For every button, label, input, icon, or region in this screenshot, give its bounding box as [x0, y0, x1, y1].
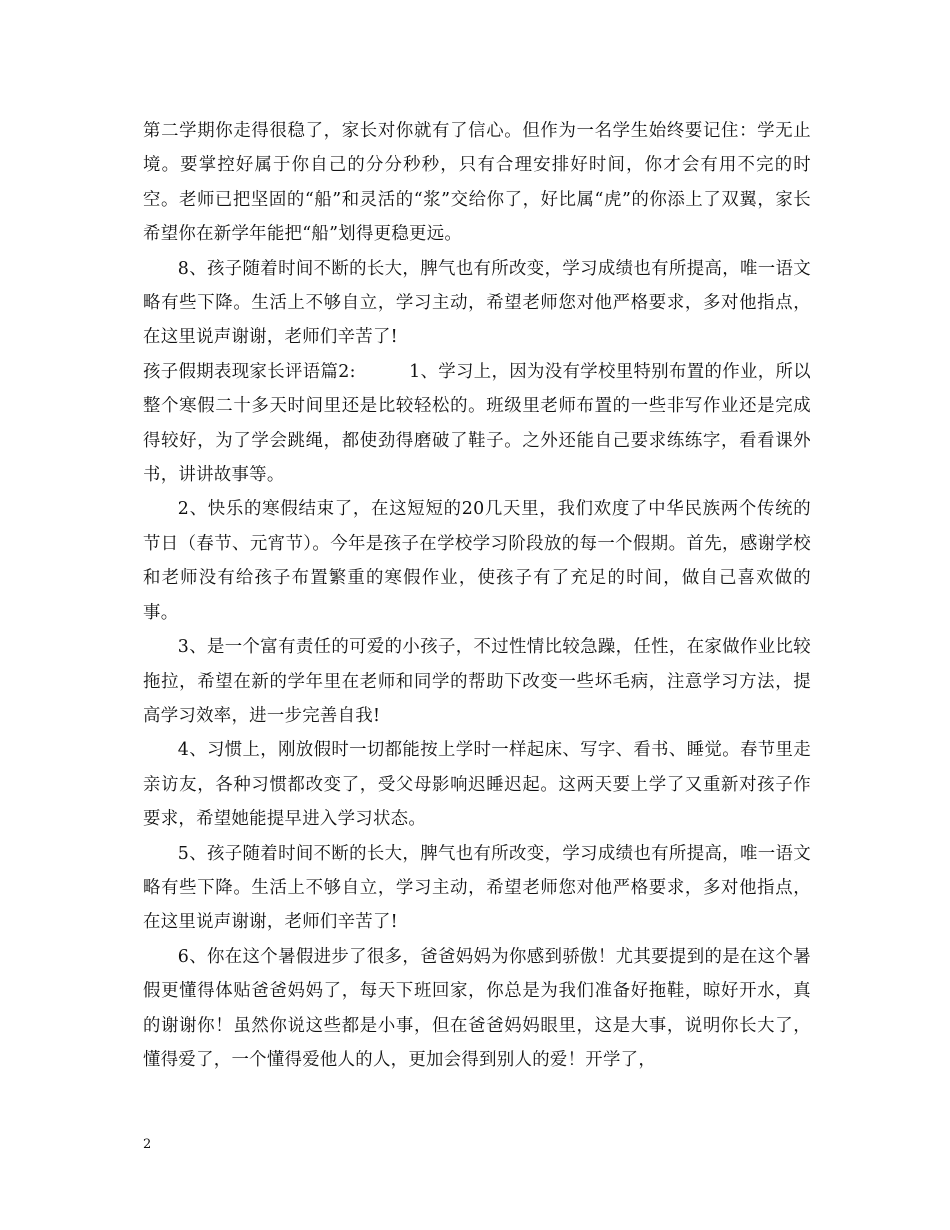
page-number: 2 — [143, 1137, 152, 1152]
paragraph-item-2: 2、快乐的寒假结束了，在这短短的20几天里，我们欢度了中华民族两个传统的节日（春节、元宵节）。今年是孩子在学校学习阶段放的每一个假期。首先，感谢学校和老师没有给孩子布置繁重的寒假作业，使孩子有了充足的时间，做自己喜欢做的事。 — [143, 499, 811, 623]
paragraph-continuation: 第二学期你走得很稳了，家长对你就有了信心。但作为一名学生始终要记住：学无止境。要掌控好属于你自己的分分秒秒，只有合理安排好时间，你才会有用不完的时空。老师已把坚固的“船”和灵活的“浆”交给你了，好比属“虎”的你添上了双翼，家长希望你在新学年能把“船”划得更稳更远。 — [143, 121, 811, 245]
paragraph-item-3: 3、是一个富有责任的可爱的小孩子，不过性情比较急躁，任性，在家做作业比较拖拉，希望在新的学年里在老师和同学的帮助下改变一些坏毛病，注意学习方法，提高学习效率，进一步完善自我! — [143, 637, 811, 726]
paragraph-item-6: 6、你在这个暑假进步了很多，爸爸妈妈为你感到骄傲！尤其要提到的是在这个暑假更懂得体贴爸爸妈妈了，每天下班回家，你总是为我们准备好拖鞋，晾好开水，真的谢谢你！虽然你说这些都是小事，但在爸爸妈妈眼里，这是大事，说明你长大了，懂得爱了，一个懂得爱他人的人，更加会得到别人的爱！开学了， — [143, 946, 811, 1070]
paragraph-item-4: 4、习惯上，刚放假时一切都能按上学时一样起床、写字、看书、睡觉。春节里走亲访友，各种习惯都改变了，受父母影响迟睡迟起。这两天要上学了又重新对孩子作要求，希望她能提早进入学习状态。 — [143, 740, 811, 830]
paragraph-item-8: 8、孩子随着时间不断的长大，脾气也有所改变，学习成绩也有所提高，唯一语文略有些下降。生活上不够自立，学习主动，希望老师您对他严格要求，多对他指点，在这里说声谢谢，老师们辛苦了! — [143, 258, 811, 348]
paragraph-section-2-item-1: 孩子假期表现家长评语篇2: 1、学习上，因为没有学校里特别布置的作业，所以整个寒假二十多天时间里还是比较轻松的。班级里老师布置的一些非写作业还是完成得较好，为了学会跳绳，都使劲得磨破了鞋子。之外还能自己要求练练字，看看课外书，讲讲故事等。 — [143, 361, 811, 486]
paragraph-item-5: 5、孩子随着时间不断的长大，脾气也有所改变，学习成绩也有所提高，唯一语文略有些下降。生活上不够自立，学习主动，希望老师您对他严格要求，多对他指点，在这里说声谢谢，老师们辛苦了! — [143, 843, 811, 933]
document-body — [143, 114, 811, 1077]
